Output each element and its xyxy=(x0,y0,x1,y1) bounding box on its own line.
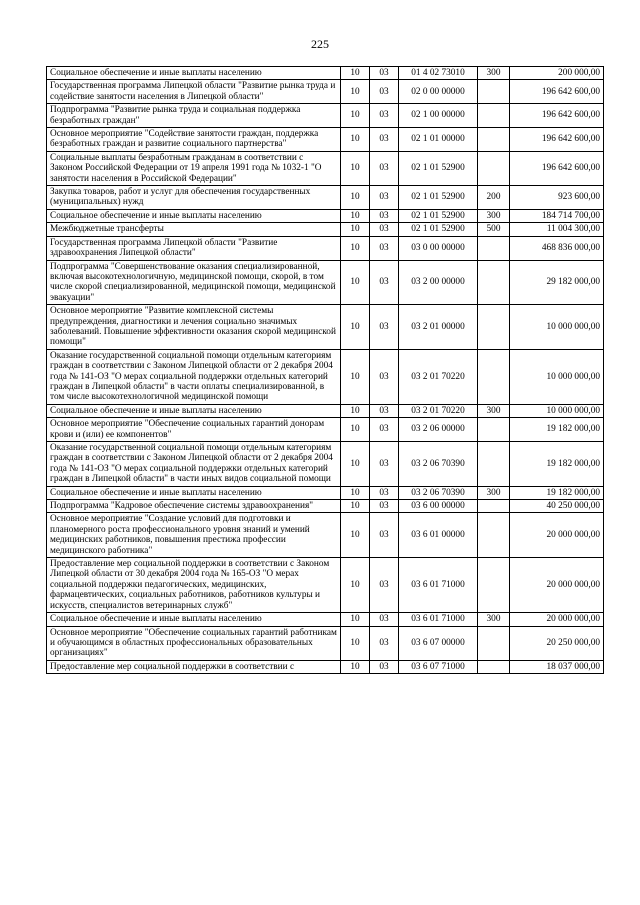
cell-sub: 03 xyxy=(370,151,399,185)
cell-vr: 300 xyxy=(478,67,510,80)
table-row xyxy=(47,80,604,104)
cell-vr xyxy=(478,236,510,260)
cell-name: Социальное обеспечение и иные выплаты населению xyxy=(47,67,341,80)
cell-sub: 03 xyxy=(370,236,399,260)
cell-sec: 10 xyxy=(341,486,370,499)
cell-sec: 10 xyxy=(341,80,370,104)
cell-target: 02 1 01 00000 xyxy=(399,128,478,152)
cell-amount: 19 182 000,00 xyxy=(510,442,604,487)
cell-sub: 03 xyxy=(370,418,399,442)
cell-target: 02 1 01 52900 xyxy=(399,209,478,222)
cell-amount: 19 182 000,00 xyxy=(510,418,604,442)
cell-name: Социальное обеспечение и иные выплаты населению xyxy=(47,486,341,499)
cell-sec: 10 xyxy=(341,613,370,626)
table-row xyxy=(47,404,604,417)
cell-target: 03 2 01 00000 xyxy=(399,305,478,350)
cell-sub: 03 xyxy=(370,486,399,499)
table-row xyxy=(47,128,604,152)
table-row xyxy=(47,349,604,404)
cell-target: 02 1 00 00000 xyxy=(399,104,478,128)
cell-sub: 03 xyxy=(370,442,399,487)
cell-amount: 468 836 000,00 xyxy=(510,236,604,260)
cell-sec: 10 xyxy=(341,660,370,673)
cell-target: 03 6 07 71000 xyxy=(399,660,478,673)
cell-target: 03 6 01 00000 xyxy=(399,513,478,558)
cell-sub: 03 xyxy=(370,613,399,626)
cell-vr xyxy=(478,626,510,660)
cell-vr xyxy=(478,305,510,350)
cell-vr xyxy=(478,260,510,305)
cell-sec: 10 xyxy=(341,500,370,513)
cell-sec: 10 xyxy=(341,558,370,613)
cell-target: 03 2 00 00000 xyxy=(399,260,478,305)
table-row xyxy=(47,305,604,350)
table-row xyxy=(47,500,604,513)
cell-target: 03 2 01 70220 xyxy=(399,404,478,417)
cell-sec: 10 xyxy=(341,186,370,210)
table-row xyxy=(47,626,604,660)
cell-sec: 10 xyxy=(341,404,370,417)
cell-amount: 19 182 000,00 xyxy=(510,486,604,499)
table-row xyxy=(47,209,604,222)
cell-sub: 03 xyxy=(370,660,399,673)
cell-amount: 11 004 300,00 xyxy=(510,223,604,236)
cell-vr: 300 xyxy=(478,613,510,626)
cell-amount: 18 037 000,00 xyxy=(510,660,604,673)
cell-target: 03 2 06 70390 xyxy=(399,442,478,487)
cell-sub: 03 xyxy=(370,349,399,404)
cell-sub: 03 xyxy=(370,223,399,236)
cell-sub: 03 xyxy=(370,80,399,104)
cell-sub: 03 xyxy=(370,626,399,660)
table-row xyxy=(47,223,604,236)
cell-sec: 10 xyxy=(341,151,370,185)
cell-vr xyxy=(478,558,510,613)
cell-name: Подпрограмма "Кадровое обеспечение системы здравоохранения" xyxy=(47,500,341,513)
cell-sec: 10 xyxy=(341,223,370,236)
table-row xyxy=(47,151,604,185)
table-row xyxy=(47,186,604,210)
table-row xyxy=(47,513,604,558)
cell-name: Государственная программа Липецкой области "Развитие здравоохранения Липецкой области" xyxy=(47,236,341,260)
cell-vr: 200 xyxy=(478,186,510,210)
cell-name: Закупка товаров, работ и услуг для обеспечения государственных (муниципальных) нужд xyxy=(47,186,341,210)
cell-amount: 29 182 000,00 xyxy=(510,260,604,305)
cell-sec: 10 xyxy=(341,626,370,660)
cell-target: 02 1 01 52900 xyxy=(399,223,478,236)
cell-sec: 10 xyxy=(341,260,370,305)
cell-target: 03 2 06 00000 xyxy=(399,418,478,442)
cell-vr: 300 xyxy=(478,209,510,222)
cell-vr xyxy=(478,349,510,404)
cell-amount: 10 000 000,00 xyxy=(510,305,604,350)
cell-name: Государственная программа Липецкой области "Развитие рынка труда и содействие занятости населения в Липецкой области" xyxy=(47,80,341,104)
cell-vr: 500 xyxy=(478,223,510,236)
cell-vr xyxy=(478,660,510,673)
cell-amount: 20 000 000,00 xyxy=(510,558,604,613)
cell-amount: 20 000 000,00 xyxy=(510,513,604,558)
cell-target: 03 0 00 00000 xyxy=(399,236,478,260)
cell-sec: 10 xyxy=(341,104,370,128)
cell-name: Основное мероприятие "Содействие занятости граждан, поддержка безработных граждан и развитие социального партнерства" xyxy=(47,128,341,152)
cell-target: 02 1 01 52900 xyxy=(399,186,478,210)
cell-sec: 10 xyxy=(341,236,370,260)
cell-sec: 10 xyxy=(341,349,370,404)
cell-name: Предоставление мер социальной поддержки в соответствии с Законом Липецкой области от 30 декабря 2004 года № 165-ОЗ "О мерах социальной поддержки педагогических, медицинских, фармацевтических, социальных работников, работников культуры и искусств, специалистов ветеринарных служб" xyxy=(47,558,341,613)
cell-name: Предоставление мер социальной поддержки в соответствии с xyxy=(47,660,341,673)
budget-table xyxy=(46,66,604,674)
cell-amount: 10 000 000,00 xyxy=(510,349,604,404)
cell-sub: 03 xyxy=(370,209,399,222)
cell-amount: 923 600,00 xyxy=(510,186,604,210)
table-row xyxy=(47,67,604,80)
table-row xyxy=(47,236,604,260)
cell-amount: 196 642 600,00 xyxy=(510,128,604,152)
cell-vr xyxy=(478,80,510,104)
cell-name: Подпрограмма "Совершенствование оказания специализированной, включая высокотехнологичную, медицинской помощи, скорой, в том числе скорой специализированной, медицинской помощи, медицинской эвакуации" xyxy=(47,260,341,305)
cell-vr xyxy=(478,104,510,128)
cell-amount: 184 714 700,00 xyxy=(510,209,604,222)
table-row xyxy=(47,613,604,626)
cell-sub: 03 xyxy=(370,104,399,128)
cell-sec: 10 xyxy=(341,442,370,487)
cell-name: Межбюджетные трансферты xyxy=(47,223,341,236)
cell-amount: 10 000 000,00 xyxy=(510,404,604,417)
page-number: 225 xyxy=(311,37,329,51)
budget-table-body xyxy=(47,67,604,674)
cell-sub: 03 xyxy=(370,500,399,513)
cell-amount: 20 250 000,00 xyxy=(510,626,604,660)
table-row xyxy=(47,558,604,613)
cell-target: 01 4 02 73010 xyxy=(399,67,478,80)
cell-name: Социальное обеспечение и иные выплаты населению xyxy=(47,404,341,417)
cell-sec: 10 xyxy=(341,209,370,222)
cell-vr xyxy=(478,151,510,185)
cell-sec: 10 xyxy=(341,128,370,152)
cell-vr xyxy=(478,500,510,513)
table-row xyxy=(47,442,604,487)
cell-amount: 200 000,00 xyxy=(510,67,604,80)
cell-sub: 03 xyxy=(370,260,399,305)
cell-vr xyxy=(478,128,510,152)
table-row xyxy=(47,104,604,128)
cell-amount: 20 000 000,00 xyxy=(510,613,604,626)
cell-target: 03 2 06 70390 xyxy=(399,486,478,499)
cell-vr xyxy=(478,513,510,558)
table-row xyxy=(47,660,604,673)
cell-amount: 196 642 600,00 xyxy=(510,80,604,104)
cell-sec: 10 xyxy=(341,305,370,350)
cell-name: Социальное обеспечение и иные выплаты населению xyxy=(47,209,341,222)
cell-target: 03 2 01 70220 xyxy=(399,349,478,404)
cell-amount: 196 642 600,00 xyxy=(510,104,604,128)
cell-vr: 300 xyxy=(478,404,510,417)
cell-sub: 03 xyxy=(370,558,399,613)
cell-target: 02 1 01 52900 xyxy=(399,151,478,185)
cell-amount: 196 642 600,00 xyxy=(510,151,604,185)
cell-sub: 03 xyxy=(370,513,399,558)
table-row xyxy=(47,418,604,442)
cell-name: Основное мероприятие "Создание условий для подготовки и планомерного роста профессионального уровня знаний и умений медицинских работников, повышения престижа профессии медицинского работника" xyxy=(47,513,341,558)
cell-sub: 03 xyxy=(370,305,399,350)
table-row xyxy=(47,260,604,305)
cell-name: Оказание государственной социальной помощи отдельным категориям граждан в соответствии с Законом Липецкой области от 2 декабря 2004 года № 141-ОЗ "О мерах социальной поддержки отдельных категорий граждан в Липецкой области" в части иных видов социальной помощи xyxy=(47,442,341,487)
cell-name: Оказание государственной социальной помощи отдельным категориям граждан в соответствии с Законом Липецкой области от 2 декабря 2004 года № 141-ОЗ "О мерах социальной поддержки отдельных категорий граждан в Липецкой области" в части оплаты специализированной, в том числе высокотехнологичной медицинской помощи xyxy=(47,349,341,404)
cell-name: Социальные выплаты безработным гражданам в соответствии с Законом Российской Федерации от 19 апреля 1991 года № 1032-1 "О занятости населения в Российской Федерации" xyxy=(47,151,341,185)
cell-name: Основное мероприятие "Развитие комплексной системы предупреждения, диагностики и лечения социально значимых заболеваний. Повышение эффективности оказания скорой медицинской помощи" xyxy=(47,305,341,350)
cell-sub: 03 xyxy=(370,128,399,152)
cell-sub: 03 xyxy=(370,404,399,417)
cell-name: Основное мероприятие "Обеспечение социальных гарантий донорам крови и (или) ее компонентов" xyxy=(47,418,341,442)
cell-amount: 40 250 000,00 xyxy=(510,500,604,513)
cell-vr: 300 xyxy=(478,486,510,499)
cell-sub: 03 xyxy=(370,186,399,210)
table-row xyxy=(47,486,604,499)
cell-name: Подпрограмма "Развитие рынка труда и социальная поддержка безработных граждан" xyxy=(47,104,341,128)
cell-target: 03 6 00 00000 xyxy=(399,500,478,513)
cell-vr xyxy=(478,418,510,442)
cell-vr xyxy=(478,442,510,487)
cell-sec: 10 xyxy=(341,513,370,558)
cell-sub: 03 xyxy=(370,67,399,80)
cell-sec: 10 xyxy=(341,418,370,442)
cell-target: 02 0 00 00000 xyxy=(399,80,478,104)
cell-sec: 10 xyxy=(341,67,370,80)
cell-target: 03 6 07 00000 xyxy=(399,626,478,660)
cell-target: 03 6 01 71000 xyxy=(399,613,478,626)
cell-name: Основное мероприятие "Обеспечение социальных гарантий работникам и обучающимся в областных профессиональных образовательных организациях" xyxy=(47,626,341,660)
cell-target: 03 6 01 71000 xyxy=(399,558,478,613)
cell-name: Социальное обеспечение и иные выплаты населению xyxy=(47,613,341,626)
